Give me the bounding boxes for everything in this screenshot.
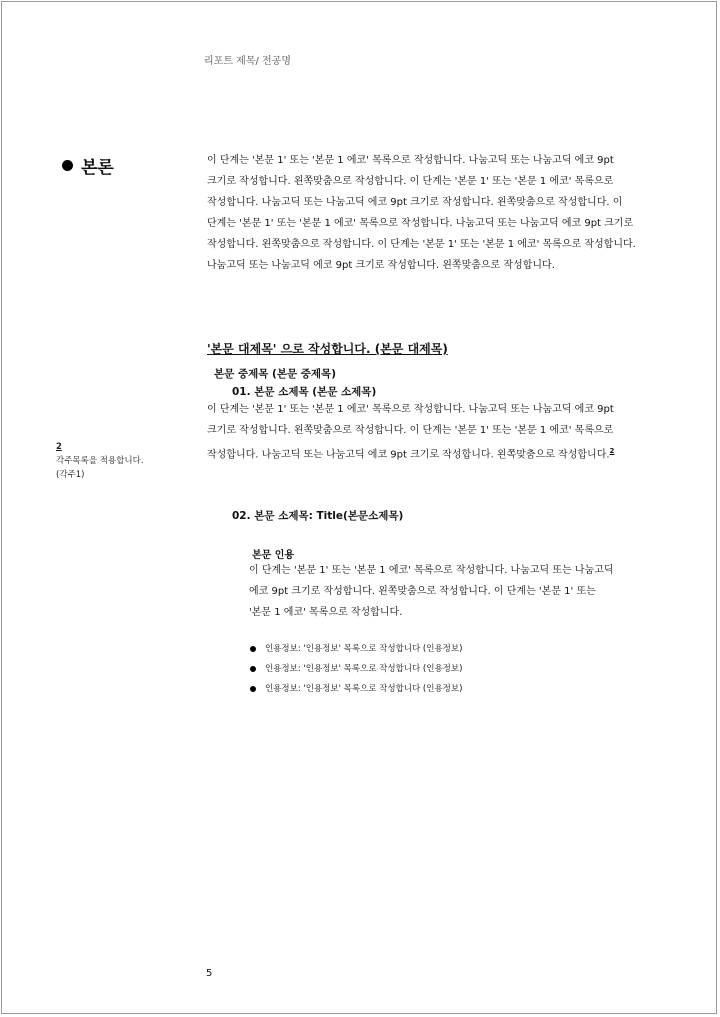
footnote-ref[interactable]: 2 <box>609 447 615 455</box>
subsection-1-paragraph <box>207 399 643 465</box>
footnote <box>56 440 144 482</box>
section-title-text: 본론 <box>81 158 114 178</box>
footnote-line-2: (각주1) <box>56 470 85 480</box>
citation-list <box>250 639 462 699</box>
list-item <box>250 639 462 659</box>
bullet-icon <box>250 666 256 672</box>
heading-large: '본문 대제목' 으로 작성합니다. (본문 대제목) <box>207 342 448 356</box>
intro-paragraph: 이 단계는 '본문 1' 또는 '본문 1 에코' 목록으로 작성합니다. 나눔고딕 또는 나눔고딕 에코 9pt 크기로 작성합니다. 왼쪽맞춤으로 작성합니다. 이 단계는 '본문 1' 또는 '본문 1 에코' 목록으로 작성합니다. 나눔고딕 또는 나눔고딕 에코 9pt 크기로 작성합니다. 왼쪽맞춤으로 작성합니다. 이 단계는 '본문 1' 또는 '본문 1 에코' 목록으로 작성합니다. 나눔고딕 또는 나눔고딕 에코 9pt 크기로 작성합니다. 왼쪽맞춤으로 작성합니다. 이 단계는 '본문 1' 또는 '본문 1 에코' 목록으로 작성합니다. 나눔고딕 또는 나눔고딕 에코 9pt 크기로 작성합니다. 왼쪽맞춤으로 작성합니다. <box>207 155 636 271</box>
page-number: 5 <box>206 968 213 979</box>
subsection-1-title: 01. 본문 소제목 (본문 소제목) <box>232 386 377 398</box>
footnote-number: 2 <box>56 442 62 452</box>
section-title <box>62 153 114 178</box>
running-header: 리포트 제목/ 전공명 <box>204 56 292 67</box>
list-item <box>250 679 462 699</box>
bullet-icon <box>250 646 256 652</box>
heading-mid: 본문 중제목 (본문 중제목) <box>214 368 336 380</box>
list-item-text: 인용정보: '인용정보' 목록으로 작성합니다 (인용정보) <box>265 644 463 654</box>
bullet-dot-icon <box>62 160 73 171</box>
quote-title: 본문 인용 <box>252 550 295 561</box>
list-item-text: 인용정보: '인용정보' 목록으로 작성합니다 (인용정보) <box>265 684 463 694</box>
list-item-text: 인용정보: '인용정보' 목록으로 작성합니다 (인용정보) <box>265 664 463 674</box>
bullet-icon <box>250 686 256 692</box>
subsection-1-text: 이 단계는 '본문 1' 또는 '본문 1 에코' 목록으로 작성합니다. 나눔고딕 또는 나눔고딕 에코 9pt 크기로 작성합니다. 왼쪽맞춤으로 작성합니다. 이 단계는 '본문 1' 또는 '본문 1 에코' 목록으로 작성합니다. 나눔고딕 또는 나눔고딕 에코 9pt 크기로 작성합니다. 왼쪽맞춤으로 작성합니다. <box>207 404 614 461</box>
quote-text: 이 단계는 '본문 1' 또는 '본문 1 에코' 목록으로 작성합니다. 나눔고딕 또는 나눔고딕 에코 9pt 크기로 작성합니다. 왼쪽맞춤으로 작성합니다. 이 단계는 '본문 1' 또는 '본문 1 에코' 목록으로 작성합니다. <box>249 565 614 618</box>
subsection-2-title: 02. 본문 소제목: Title(본문소제목) <box>232 510 404 522</box>
list-item <box>250 659 462 679</box>
footnote-line-1: 각주목록을 적용합니다. <box>56 456 144 466</box>
